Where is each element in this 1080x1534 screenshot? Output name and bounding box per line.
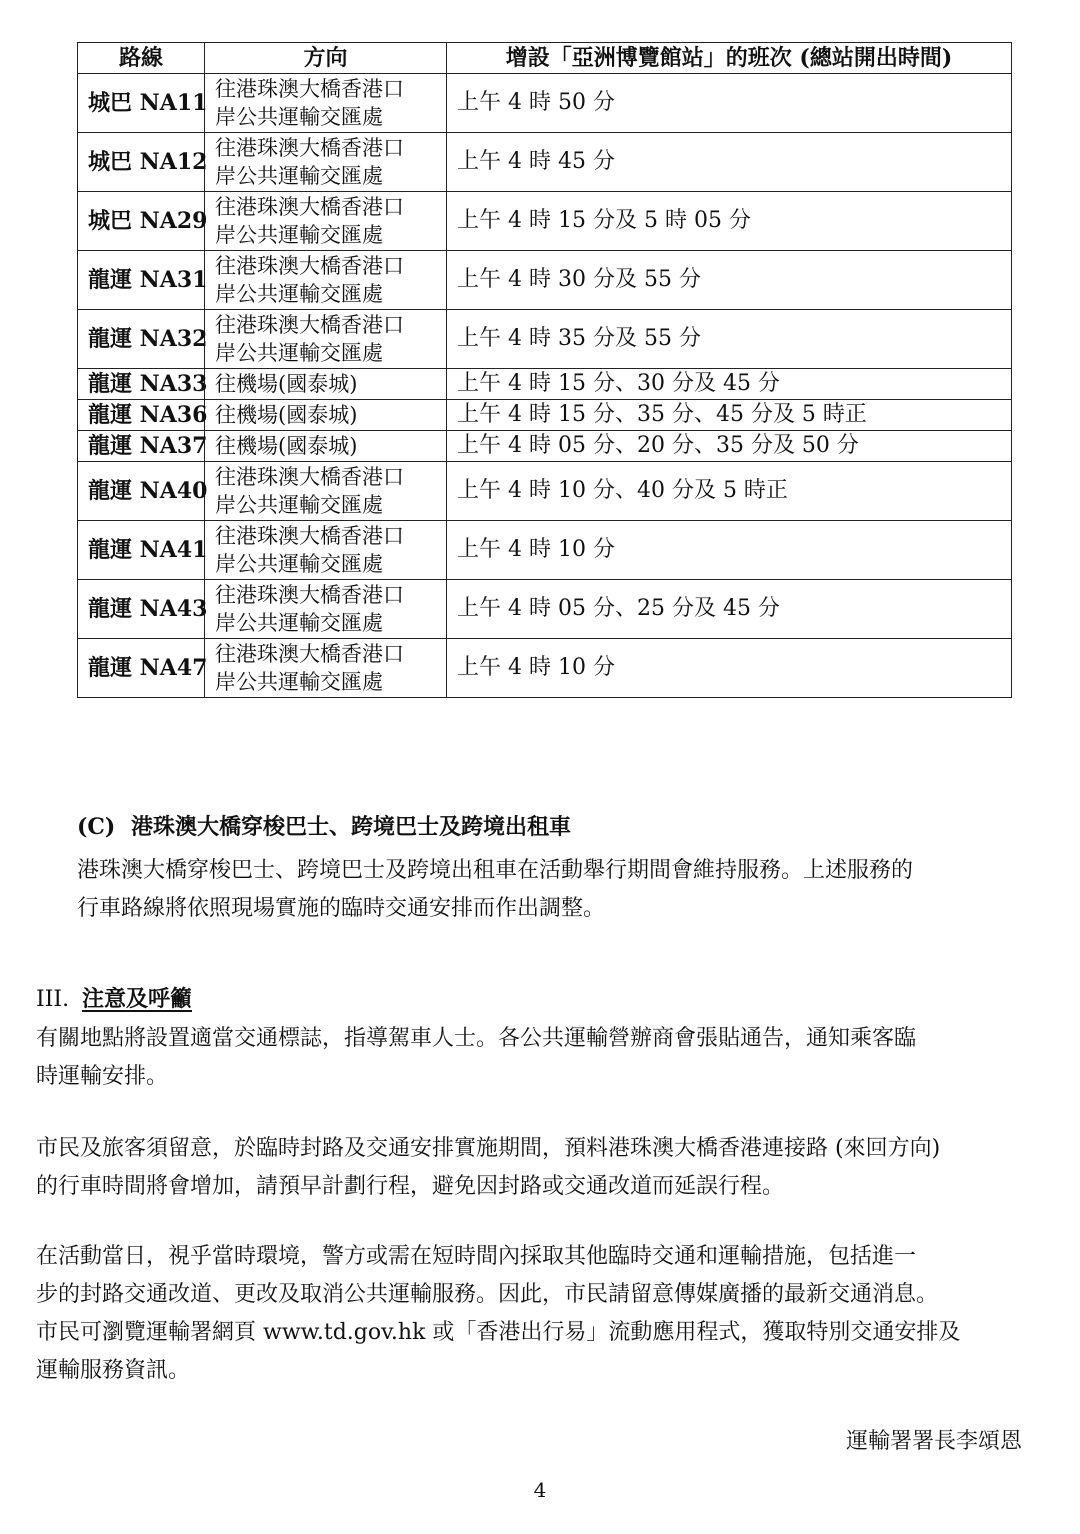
- notice-paragraph-3: [36, 1238, 1046, 1390]
- section-c-heading: [77, 810, 571, 841]
- route-cell: 城巴 NA11: [78, 74, 205, 133]
- direction-line: 往港珠澳大橋香港口: [215, 583, 404, 607]
- notice-paragraph-1: [36, 1020, 1046, 1096]
- direction-cell: 往機場(國泰城): [205, 400, 447, 431]
- direction-line: 往港珠澳大橋香港口: [215, 254, 404, 278]
- header-direction: 方向: [205, 43, 447, 74]
- direction-line: 岸公共運輸交匯處: [215, 552, 383, 576]
- table-row: [78, 251, 1012, 310]
- direction-line: 往港珠澳大橋香港口: [215, 524, 404, 548]
- table-row: [78, 431, 1012, 462]
- direction-line: 往港珠澳大橋香港口: [215, 77, 404, 101]
- direction-line: 岸公共運輸交匯處: [215, 493, 383, 517]
- paragraph-line: 在活動當日，視乎當時環境，警方或需在短時間內採取其他臨時交通和運輸措施，包括進一: [36, 1244, 917, 1269]
- schedule-cell: 上午 4 時 50 分: [447, 74, 1012, 133]
- route-cell: 龍運 NA32: [78, 310, 205, 369]
- direction-cell: [205, 639, 447, 698]
- section-c-body: [77, 852, 1027, 928]
- section-3-heading: [36, 982, 192, 1013]
- table-row: [78, 310, 1012, 369]
- schedule-cell: 上午 4 時 45 分: [447, 133, 1012, 192]
- schedule-cell: 上午 4 時 15 分及 5 時 05 分: [447, 192, 1012, 251]
- direction-line: 岸公共運輸交匯處: [215, 611, 383, 635]
- direction-cell: [205, 462, 447, 521]
- paragraph-line: 的行車時間將會增加，請預早計劃行程，避免因封路或交通改道而延誤行程。: [36, 1174, 785, 1199]
- schedule-cell: 上午 4 時 30 分及 55 分: [447, 251, 1012, 310]
- direction-cell: [205, 521, 447, 580]
- schedule-cell: 上午 4 時 10 分: [447, 639, 1012, 698]
- direction-line: 往港珠澳大橋香港口: [215, 136, 404, 160]
- route-cell: 城巴 NA29: [78, 192, 205, 251]
- paragraph-line: 有關地點將設置適當交通標誌，指導駕車人士。各公共運輸營辦商會張貼通告，通知乘客臨: [36, 1026, 917, 1051]
- paragraph-line: 港珠澳大橋穿梭巴士、跨境巴士及跨境出租車在活動舉行期間會維持服務。上述服務的: [77, 858, 914, 883]
- table-row: [78, 133, 1012, 192]
- page-number: 4: [533, 1478, 547, 1502]
- paragraph-line: 行車路線將依照現場實施的臨時交通安排而作出調整。: [77, 896, 606, 921]
- direction-line: 岸公共運輸交匯處: [215, 223, 383, 247]
- paragraph-line: 時運輸安排。: [36, 1064, 169, 1089]
- route-cell: 龍運 NA40: [78, 462, 205, 521]
- route-cell: 龍運 NA47: [78, 639, 205, 698]
- route-cell: 龍運 NA43: [78, 580, 205, 639]
- schedule-cell: 上午 4 時 05 分、20 分、35 分及 50 分: [447, 431, 1012, 462]
- header-schedule: 增設「亞洲博覽館站」的班次 (總站開出時間): [447, 43, 1012, 74]
- section-3-title: 注意及呼籲: [82, 986, 193, 1012]
- direction-cell: [205, 251, 447, 310]
- notice-paragraph-2: [36, 1130, 1046, 1206]
- route-cell: 龍運 NA31: [78, 251, 205, 310]
- route-schedule-table: [77, 42, 1012, 698]
- schedule-cell: 上午 4 時 10 分、40 分及 5 時正: [447, 462, 1012, 521]
- signature: 運輸署署長李頌恩: [845, 1429, 1022, 1454]
- route-cell: 龍運 NA36: [78, 400, 205, 431]
- schedule-cell: 上午 4 時 05 分、25 分及 45 分: [447, 580, 1012, 639]
- table-row: [78, 580, 1012, 639]
- paragraph-line: 市民及旅客須留意，於臨時封路及交通安排實施期間，預料港珠澳大橋香港連接路 (來回方向): [36, 1136, 941, 1161]
- section-c-label: (C): [77, 814, 116, 840]
- direction-line: 往港珠澳大橋香港口: [215, 465, 404, 489]
- direction-line: 岸公共運輸交匯處: [215, 105, 383, 129]
- paragraph-line: 步的封路交通改道、更改及取消公共運輸服務。因此，市民請留意傳媒廣播的最新交通消息。: [36, 1282, 939, 1307]
- direction-line: 岸公共運輸交匯處: [215, 670, 383, 694]
- table-row: [78, 639, 1012, 698]
- schedule-cell: 上午 4 時 10 分: [447, 521, 1012, 580]
- direction-line: 岸公共運輸交匯處: [215, 282, 383, 306]
- table-row: [78, 369, 1012, 400]
- table-row: [78, 521, 1012, 580]
- direction-cell: [205, 133, 447, 192]
- header-route: 路線: [78, 43, 205, 74]
- direction-cell: 往機場(國泰城): [205, 369, 447, 400]
- direction-line: 往港珠澳大橋香港口: [215, 195, 404, 219]
- direction-line: 往港珠澳大橋香港口: [215, 313, 404, 337]
- paragraph-line: 市民可瀏覽運輸署網頁 www.td.gov.hk 或「香港出行易」流動應用程式，獲取特別交通安排及: [36, 1320, 961, 1345]
- direction-line: 岸公共運輸交匯處: [215, 341, 383, 365]
- route-cell: 龍運 NA41: [78, 521, 205, 580]
- table-row: [78, 462, 1012, 521]
- section-c-title: 港珠澳大橋穿梭巴士、跨境巴士及跨境出租車: [131, 814, 572, 840]
- schedule-cell: 上午 4 時 15 分、30 分及 45 分: [447, 369, 1012, 400]
- direction-cell: [205, 74, 447, 133]
- direction-cell: 往機場(國泰城): [205, 431, 447, 462]
- table-row: [78, 74, 1012, 133]
- section-3-number: III.: [36, 987, 70, 1012]
- table-header-row: [78, 43, 1012, 74]
- direction-line: 岸公共運輸交匯處: [215, 164, 383, 188]
- route-cell: 城巴 NA12: [78, 133, 205, 192]
- schedule-cell: 上午 4 時 15 分、35 分、45 分及 5 時正: [447, 400, 1012, 431]
- schedule-cell: 上午 4 時 35 分及 55 分: [447, 310, 1012, 369]
- direction-cell: [205, 580, 447, 639]
- direction-cell: [205, 310, 447, 369]
- route-cell: 龍運 NA33: [78, 369, 205, 400]
- table-row: [78, 192, 1012, 251]
- direction-cell: [205, 192, 447, 251]
- direction-line: 往港珠澳大橋香港口: [215, 642, 404, 666]
- route-cell: 龍運 NA37: [78, 431, 205, 462]
- table-row: [78, 400, 1012, 431]
- paragraph-line: 運輸服務資訊。: [36, 1358, 191, 1383]
